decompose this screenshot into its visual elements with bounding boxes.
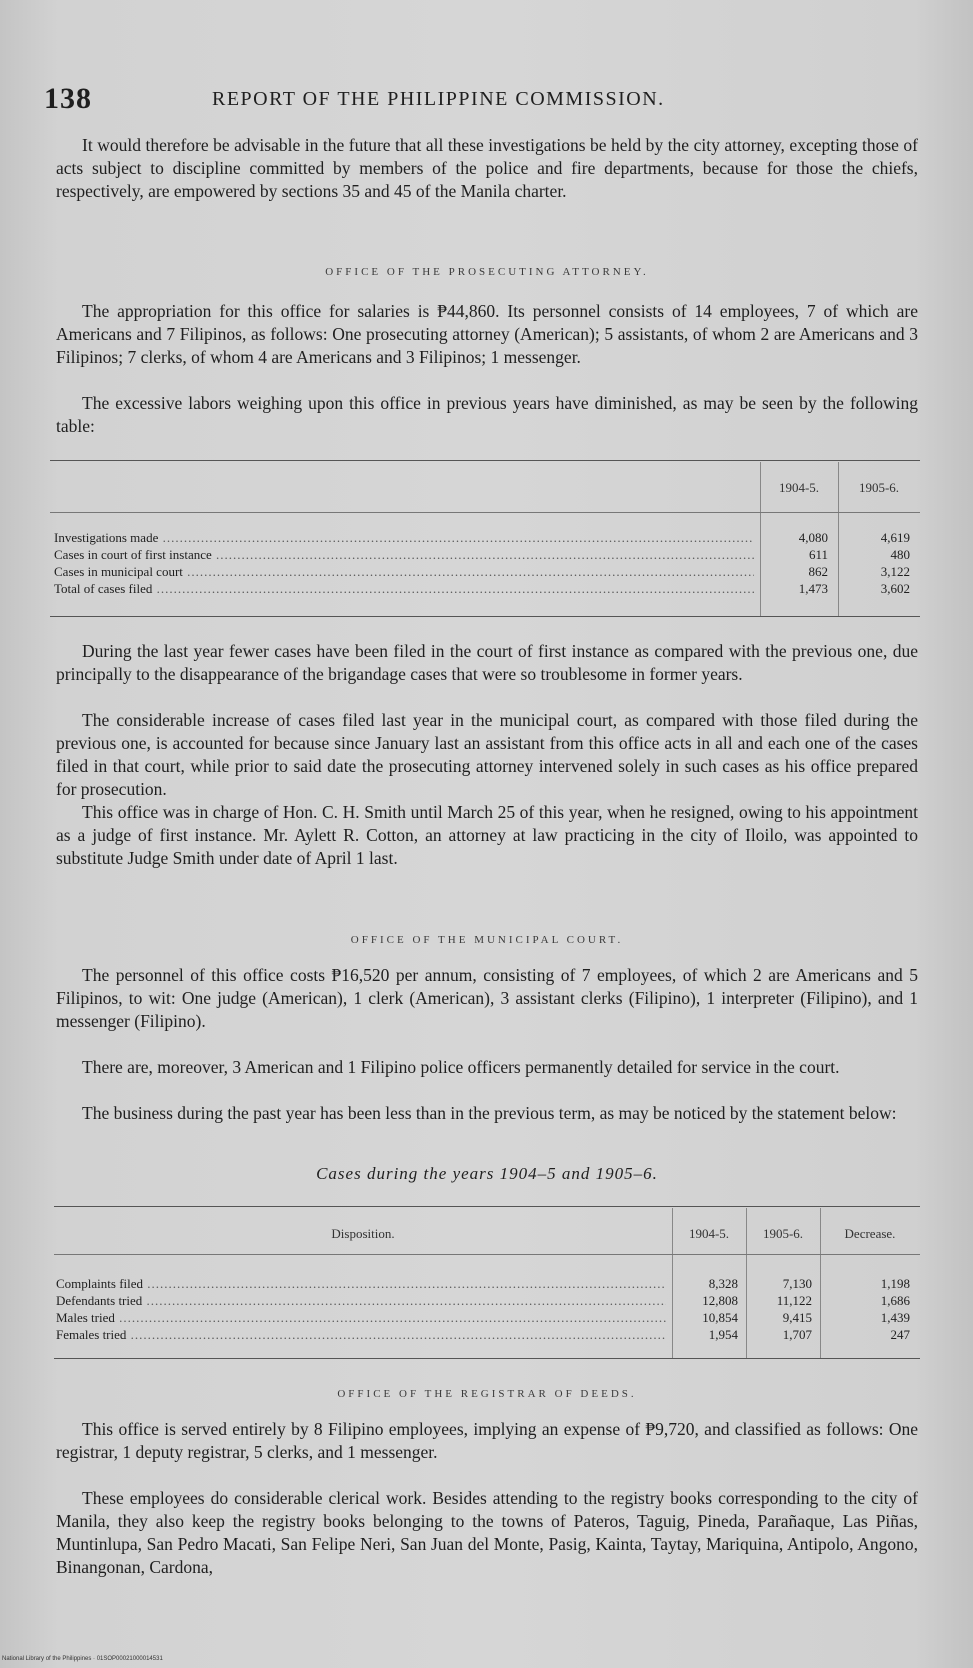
paragraph-investigations: It would therefore be advisable in the future that all these investigations be held by the city attorney, excepting those of acts subject to discipline committed by members of the police and fire departments, because for those the chiefs, respectively, are empowered by sections 35 and 45 of the Manila charter. [56, 135, 918, 201]
column-header-1904-5: 1904-5. [688, 1226, 730, 1241]
table-cell: 611 [808, 547, 828, 562]
table-cell: 7,130 [782, 1276, 812, 1291]
table-cell: 3,122 [880, 564, 910, 579]
table-cell: 12,808 [702, 1293, 738, 1308]
table-row-label: Females tried ..... [56, 1327, 666, 1343]
table-row-label: Males tried ..... [56, 1310, 666, 1326]
table-bottom-rule [50, 616, 920, 617]
paragraph-police-officers: There are, moreover, 3 American and 1 Filipino police officers permanently detailed for service in the court. [82, 1057, 840, 1077]
table-cell: 1,473 [798, 581, 828, 596]
running-head: REPORT OF THE PHILIPPINE COMMISSION. [212, 88, 665, 110]
table-header-rule [54, 1254, 920, 1255]
page-number: 138 [44, 82, 92, 115]
table-cell: 480 [890, 547, 910, 562]
column-header-1904-5: 1904-5. [778, 480, 820, 495]
column-header-decrease: Decrease. [844, 1226, 896, 1241]
table-top-rule [50, 460, 920, 461]
section-heading-registrar-of-deeds: OFFICE OF THE REGISTRAR OF DEEDS. [337, 1388, 637, 1400]
paragraph-clerical-work: These employees do considerable clerical work. Besides attending to the registry books corresponding to the city of Manila, they also keep the registry books belonging to the towns of Pateros, Taguig, Pineda, Parañaque, Las Piñas, Muntinlupa, San Pedro Macati, San Felipe Neri, San Juan del Monte, Pasig, Kainta, Taytay, Mariquina, Antipolo, Angono, Binangonan, Cardona, [56, 1488, 918, 1577]
table-cell: 4,080 [798, 530, 828, 545]
section-heading-prosecuting-attorney: OFFICE OF THE PROSECUTING ATTORNEY. [325, 266, 649, 278]
table-cell: 11,122 [776, 1293, 812, 1308]
table-cell: 862 [808, 564, 828, 579]
table-cell: 3,602 [880, 581, 910, 596]
page-header [40, 82, 940, 122]
table-cell: 4,619 [880, 530, 910, 545]
table-row-label: Investigations made ..... [54, 530, 754, 546]
column-header-disposition: Disposition. [331, 1226, 395, 1241]
paragraph-appropriation: The appropriation for this office for salaries is ₱44,860. Its personnel consists of 14 employees, 7 of which are Americans and 7 Filipinos, as follows: One prosecuting attorney (American); 5 assistants, of whom 2 are Americans and 3 Filipinos; 7 clerks, of whom 4 are Americans and 3 Filipinos; 1 messenger. [56, 301, 918, 367]
paragraph-fewer-cases: During the last year fewer cases have been filed in the court of first instance as compared with the previous one, due principally to the disappearance of the brigandage cases that were so troublesome in former years. [56, 641, 918, 684]
table-cell: 9,415 [782, 1310, 812, 1325]
table-cell: 1,686 [880, 1293, 910, 1308]
table-cell: 8,328 [708, 1276, 738, 1291]
paragraph-business: The business during the past year has been less than in the previous term, as may be noticed by the statement below: [82, 1103, 897, 1123]
scan-footer: National Library of the Philippines · 01SOP00021000014531 [2, 1656, 163, 1662]
table-row-label: Complaints filed ..... [56, 1276, 666, 1292]
paragraph-considerable-increase: The considerable increase of cases filed last year in the municipal court, as compared with those filed during the previous one, is accounted for because since January last an assistant from this office acts in all and each one of the cases filed in that court, while prior to said date the prosecuting attorney intervened solely in such cases as his office prepared for prosecution. [56, 710, 918, 799]
table-row-label: Cases in court of first instance ..... [54, 547, 754, 563]
table-row-label: Cases in municipal court ..... [54, 564, 754, 580]
table-cell: 1,439 [880, 1310, 910, 1325]
table-top-rule [54, 1206, 920, 1207]
table-cell: 1,707 [782, 1327, 812, 1342]
paragraph-personnel: The personnel of this office costs ₱16,520 per annum, consisting of 7 employees, of which 2 are Americans and 5 Filipinos, to wit: One judge (American), 1 clerk (American), 3 assistant clerks (Filipino), 1 interpreter (Filipino), and 1 messenger (Filipino). [56, 965, 918, 1031]
column-header-1905-6: 1905-6. [762, 1226, 804, 1241]
paragraph-registrar-staff: This office is served entirely by 8 Filipino employees, implying an expense of ₱9,720, and classified as follows: One registrar, 1 deputy registrar, 5 clerks, and 1 messenger. [56, 1419, 918, 1462]
table-cell: 247 [890, 1327, 910, 1342]
table-cell: 10,854 [702, 1310, 738, 1325]
table-caption: Cases during the years 1904–5 and 1905–6. [316, 1164, 658, 1183]
paragraph-office-charge: This office was in charge of Hon. C. H. Smith until March 25 of this year, when he resigned, owing to his appointment as a judge of first instance. Mr. Aylett R. Cotton, an attorney at law practicing in the city of Iloilo, was appointed to substitute Judge Smith under date of April 1 last. [56, 802, 918, 868]
table-bottom-rule [54, 1358, 920, 1359]
paragraph-excessive-labors: The excessive labors weighing upon this office in previous years have diminished, as may be seen by the following table: [56, 393, 918, 436]
table-cell: 1,954 [708, 1327, 738, 1342]
table-cell: 1,198 [880, 1276, 910, 1291]
section-heading-municipal-court: OFFICE OF THE MUNICIPAL COURT. [350, 934, 624, 946]
table-row-label: Total of cases filed ..... [54, 581, 754, 597]
column-header-1905-6: 1905-6. [858, 480, 900, 495]
table-header-rule [50, 512, 920, 513]
table-row-label: Defendants tried ..... [56, 1293, 666, 1309]
